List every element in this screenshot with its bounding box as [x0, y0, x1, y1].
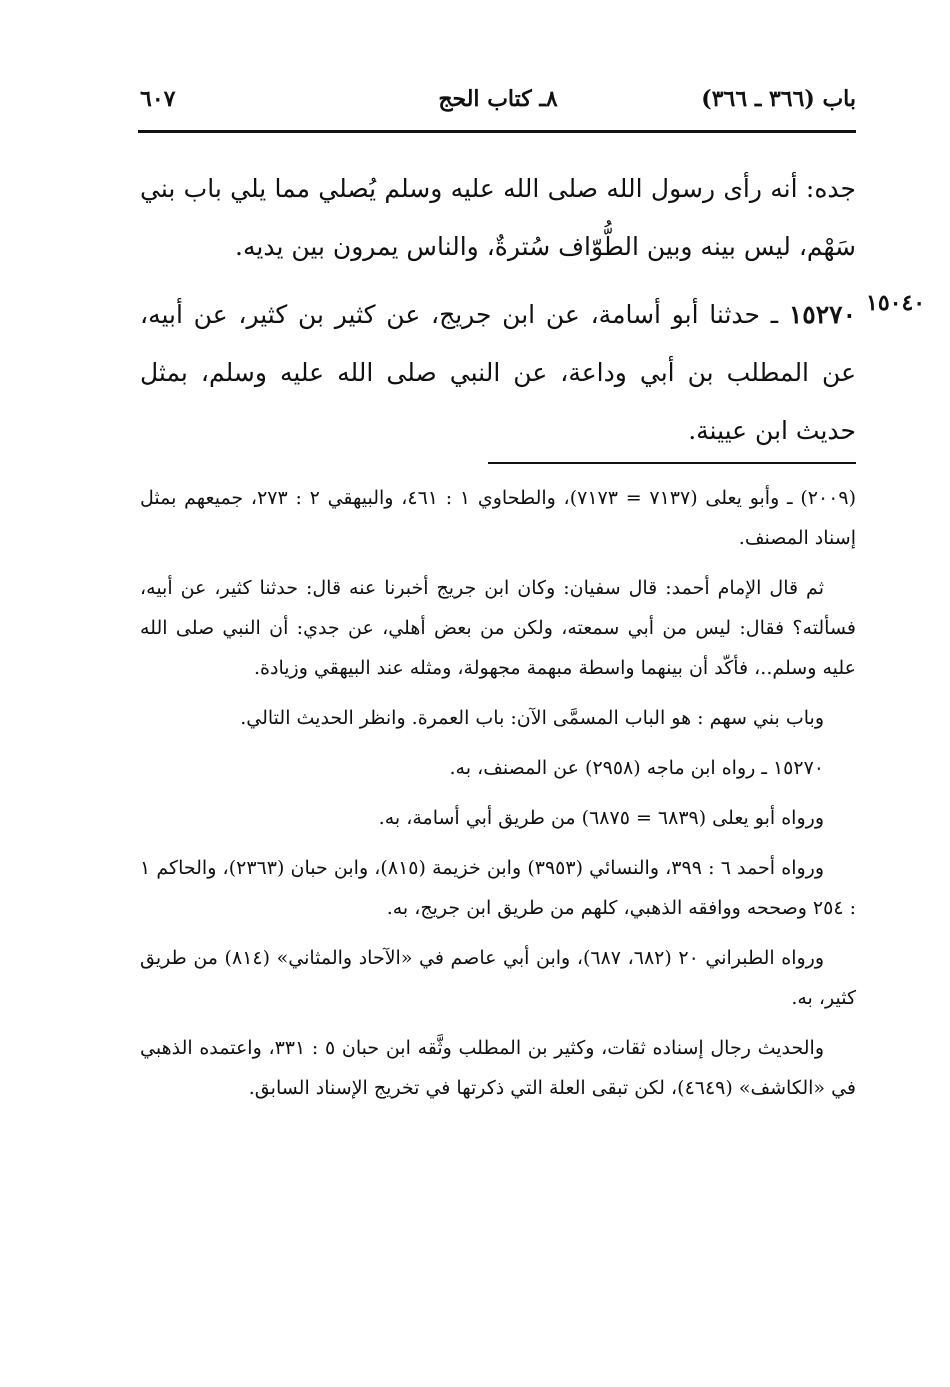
- header-divider: [138, 130, 856, 133]
- margin-number: ١٥٠٤٠: [866, 290, 926, 316]
- footnote-paragraph: ورواه أبو يعلى (٦٨٣٩ = ٦٨٧٥) من طريق أبي أسامة، به.: [378, 807, 824, 829]
- footnote-paragraph: ١٥٢٧٠ ـ رواه ابن ماجه (٢٩٥٨) عن المصنف، به.: [449, 757, 824, 779]
- footnote-paragraph: ورواه الطبراني ٢٠ (٦٨٢، ٦٨٧)، وابن أبي عاصم في «الآحاد والمثاني» (٨١٤) من طريق كثير، به.: [140, 947, 856, 1009]
- footnote-paragraph: وباب بني سهم : هو الباب المسمَّى الآن: باب العمرة. وانظر الحديث التالي.: [240, 707, 824, 729]
- footnote-divider: [488, 462, 856, 464]
- page-number: ٦٠٧: [140, 86, 176, 112]
- main-paragraph-2: [140, 286, 856, 460]
- footnote-paragraph: (٢٠٠٩) ـ وأبو يعلى (٧١٣٧ = ٧١٧٣)، والطحاوي ١ : ٤٦١، والبيهقي ٢ : ٢٧٣، جميعهم بمثل إسناد المصنف.: [140, 487, 856, 549]
- footnote-paragraph: والحديث رجال إسناده ثقات، وكثير بن المطلب وثَّقه ابن حبان ٥ : ٣٣١، واعتمده الذهبي في «الكاشف» (٤٦٤٩)، لكن تبقى العلة التي ذكرتها في تخريج الإسناد السابق.: [140, 1037, 856, 1099]
- hadith-number: ١٥٢٧٠: [788, 300, 856, 329]
- main-paragraph-1: جده: أنه رأى رسول الله صلى الله عليه وسلم يُصلي مما يلي باب بني سَهْم، ليس بينه وبين الطُّوّاف سُترةٌ، والناس يمرون بين يديه.: [140, 174, 856, 261]
- hadith-text: ـ حدثنا أبو أسامة، عن ابن جريج، عن كثير بن كثير، عن أبيه، عن المطلب بن أبي وداعة، عن النبي صلى الله عليه وسلم، بمثل حديث ابن عيينة.: [140, 300, 856, 445]
- page-header: [140, 86, 856, 126]
- footnote-paragraph: ورواه أحمد ٦ : ٣٩٩، والنسائي (٣٩٥٣) وابن خزيمة (٨١٥)، وابن حبان (٢٣٦٣)، والحاكم ١ : ٢٥٤ وصححه ووافقه الذهبي، كلهم من طريق ابن جريج، به.: [140, 857, 856, 919]
- footnote-paragraph: ثم قال الإمام أحمد: قال سفيان: وكان ابن جريج أخبرنا عنه قال: حدثنا كثير، عن أبيه، فسألته؟ فقال: ليس من أبي سمعته، ولكن من بعض أهلي، عن جدي: أن النبي صلى الله عليه وسلم..، فأكّد أن بينهما واسطة مبهمة مجهولة، ومثله عند البيهقي وزيادة.: [140, 577, 856, 679]
- footnotes: [140, 478, 856, 1118]
- chapter-reference: باب (٣٦٦ ـ ٣٦٦): [701, 86, 856, 112]
- book-title: ٨ـ كتاب الحج: [438, 86, 558, 112]
